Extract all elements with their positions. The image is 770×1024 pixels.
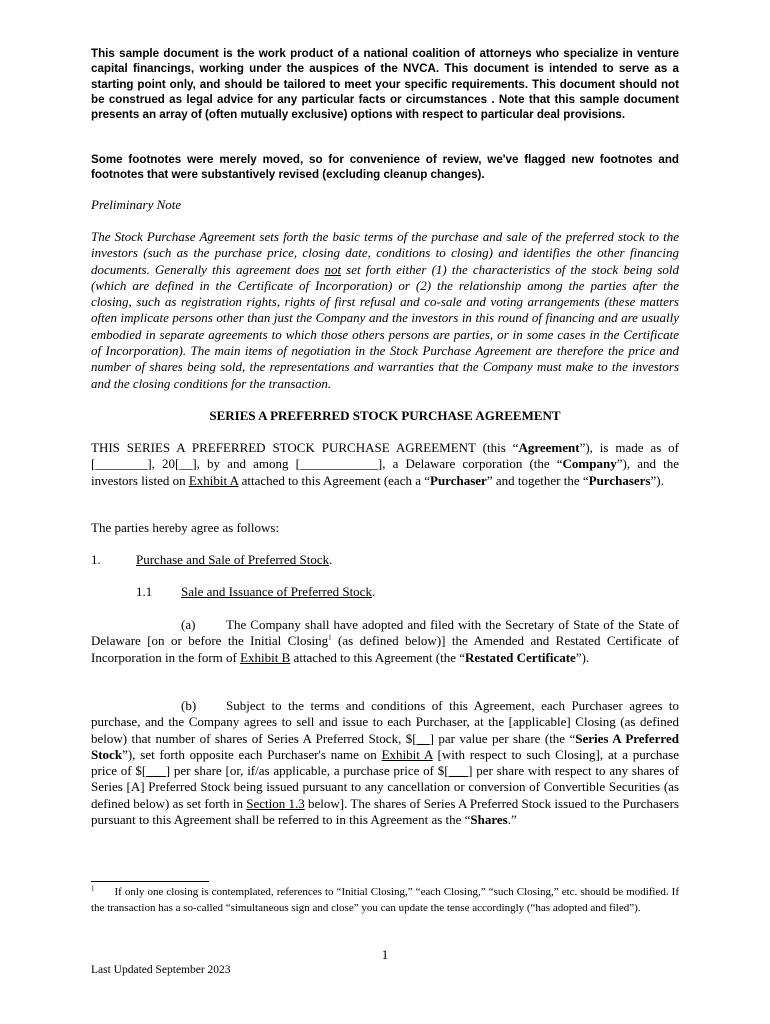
clause-a-label: (a)	[181, 617, 196, 632]
emphasis-not: not	[324, 261, 342, 277]
section-1-heading: 1. Purchase and Sale of Preferred Stock.	[91, 552, 333, 567]
section-1-title: Purchase and Sale of Preferred Stock	[136, 552, 330, 567]
parties-agree-text: The parties hereby agree as follows:	[91, 520, 280, 535]
exhibit-a-link-2[interactable]: Exhibit A	[381, 746, 433, 762]
defined-term-restated-certificate: Restated Certificate	[465, 649, 576, 665]
defined-term-purchaser: Purchaser	[430, 472, 487, 488]
defined-term-series-a: Series A Preferred Stock	[91, 730, 679, 762]
exhibit-b-link[interactable]: Exhibit B	[240, 649, 291, 665]
footnote-separator	[91, 881, 209, 882]
section-1-3-link[interactable]: Section 1.3	[246, 795, 305, 811]
agreement-title: SERIES A PREFERRED STOCK PURCHASE AGREEMENT	[209, 408, 561, 423]
defined-term-company: Company	[562, 456, 617, 472]
footnote-reference: 1	[328, 633, 332, 642]
defined-term-purchasers: Purchasers	[588, 472, 651, 488]
page-number: 1	[381, 947, 389, 962]
footnote-note-paragraph: Some footnotes were merely moved, so for convenience of review, we've flagged new footnotes and footnotes that were substantively revised (excluding cleanup changes).	[91, 153, 679, 182]
section-1-1-title: Sale and Issuance of Preferred Stock	[181, 584, 372, 599]
defined-term-shares: Shares	[470, 812, 508, 828]
disclaimer-paragraph: This sample document is the work product of a national coalition of attorneys who specialize in venture capital financings, working under the auspices of the NVCA. This document is intended to serve as a starting point only, and should be tailored to meet your specific requirements. This document should not be construed as legal advice for any particular facts or circumstances . Note that this sample document presents an array of (often mutually exclusive) options with respect to particular deal provisions.	[91, 47, 679, 122]
clause-a-text: (a) The Company shall have adopted and filed with the Secretary of State of the State of Delaware [on or before the Initial Closing$^1$ (as defined below)] the Amended and Restated Certificate of Incorporation in the form of Exhibit B attached to this Agreement (the “Restated Certificate”).	[91, 617, 679, 665]
defined-term-agreement: Agreement	[518, 440, 580, 455]
preliminary-note-text: The Stock Purchase Agreement sets forth the basic terms of the purchase and sale of the preferred stock to the investors (such as the purchase price, closing date, conditions to closing) and identifies the other financing documents. Generally this agreement does not set forth either (1) the characteristics of the stock being sold (which are defined in the Certificate of Incorporation) or (2) the relationship among the parties after the closing, such as registration rights, rights of first refusal and co-sale and voting arrangements (these matters often implicate persons other than just the Company and the investors in this round of financing and are usually embodied in separate agreements to which those others persons are parties, or in some cases in the Certificate of Incorporation). The main items of negotiation in the Stock Purchase Agreement are therefore the price and number of shares being sold, the representations and warranties that the Company must make to the investors and the closing conditions for the transaction.	[91, 229, 679, 391]
clause-b-label: (b)	[181, 698, 197, 713]
exhibit-a-link[interactable]: Exhibit A	[188, 472, 239, 488]
last-updated-footer: Last Updated September 2023	[91, 964, 231, 976]
agreement-intro: THIS SERIES A PREFERRED STOCK PURCHASE AGREEMENT (this “Agreement”), is made as of [________], 20[__], by and among [____________], a Delaware corporation (the “Company”), and the investors listed on Exhibit A attached to this Agreement (each a “Purchaser” and together the “Purchasers”).	[91, 440, 679, 488]
footnote-text: $^1$ If only one closing is contemplated, references to “Initial Closing,” “each Closing,” “such Closing,” etc. should be modified. If the transaction has a so-called “simultaneous sign and close” you can update the tense accordingly (“has adopted and filed”).	[91, 884, 679, 914]
preliminary-note-heading: Preliminary Note	[91, 197, 182, 212]
footnote-number: 1	[91, 884, 95, 893]
clause-b-text: (b) Subject to the terms and conditions of this Agreement, each Purchaser agrees to purchase, and the Company agrees to sell and issue to each Purchaser, at the [applicable] Closing (as defined below) that number of shares of Series A Preferred Stock, $[__] par value per share (the “Series A Preferred Stock”), set forth opposite each Purchaser's name on Exhibit A [with respect to such Closing], at a purchase price of $[___] per share [or, if/as applicable, a purchase price of $[___] per share with respect to any shares of Series [A] Preferred Stock being issued pursuant to any cancellation or conversion of Convertible Securities (as defined below) as set forth in Section 1.3 below]. The shares of Series A Preferred Stock issued to the Purchasers pursuant to this Agreement shall be referred to in this Agreement as the “Shares.”	[91, 698, 680, 828]
section-1-number: 1.	[91, 552, 101, 567]
section-1-1-number: 1.1	[136, 584, 153, 599]
section-1-1-heading: 1.1 Sale and Issuance of Preferred Stock.	[136, 584, 376, 599]
